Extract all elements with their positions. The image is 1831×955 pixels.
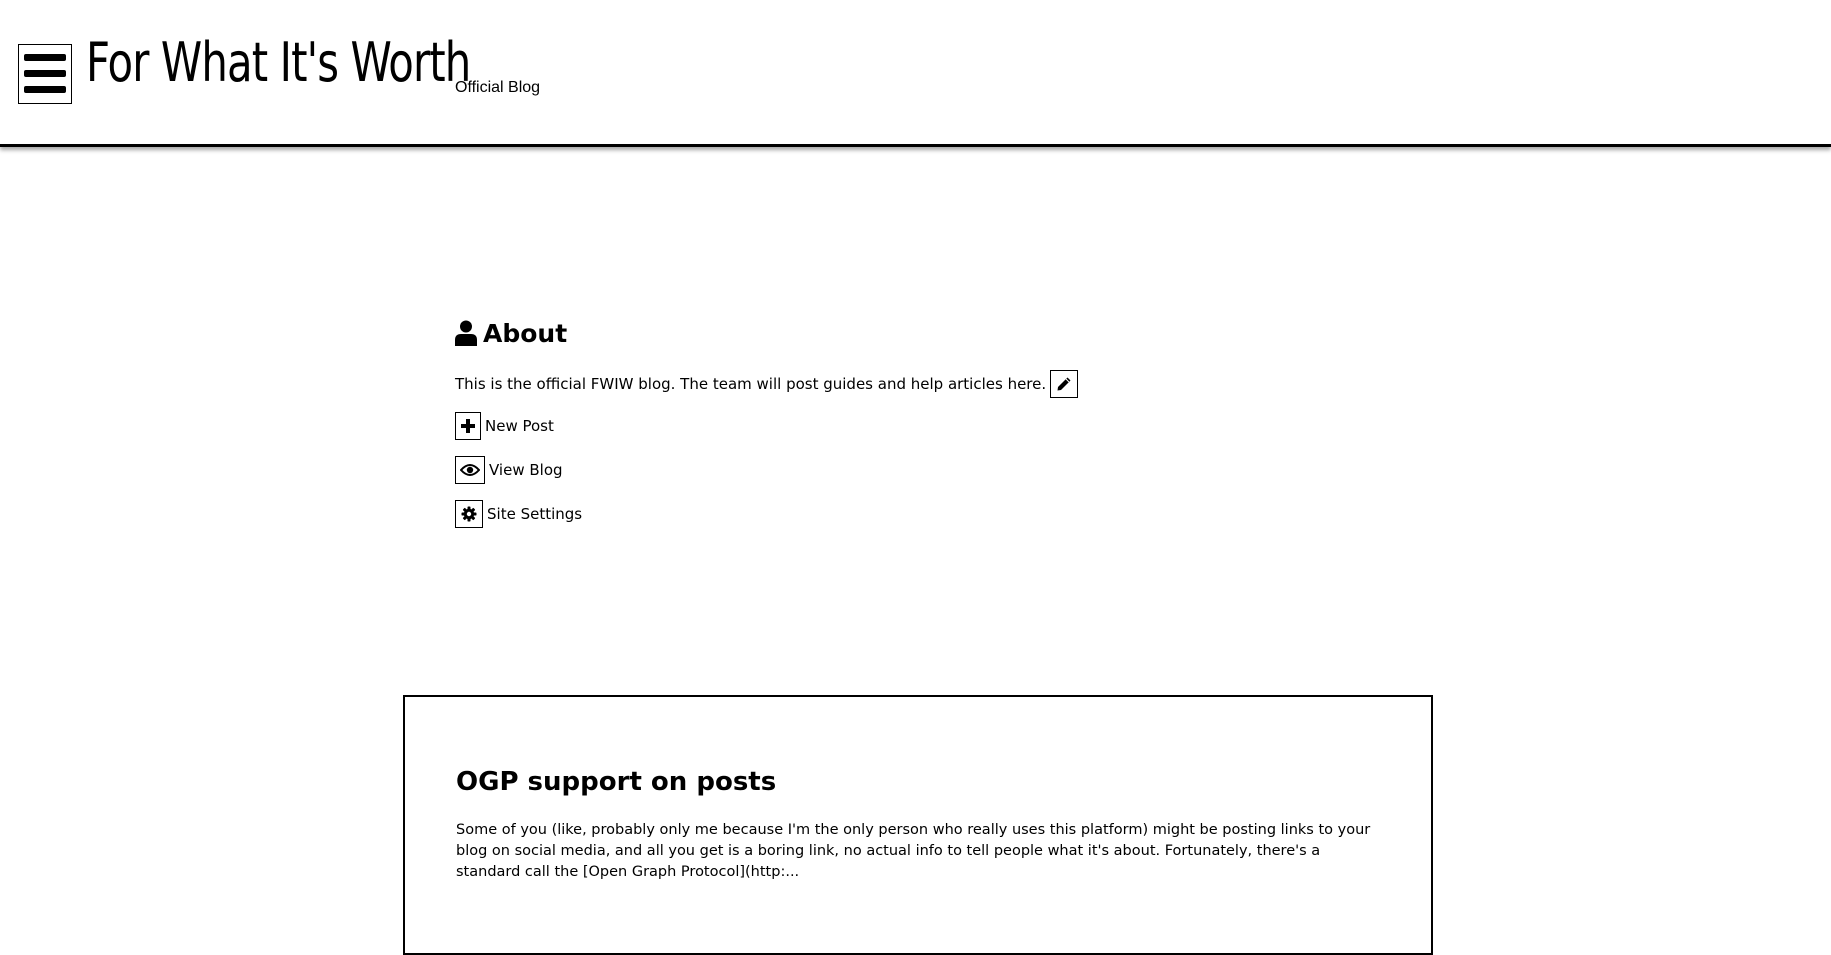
site-settings-button[interactable] — [455, 500, 582, 528]
site-settings-icon-box[interactable] — [455, 500, 483, 528]
view-blog-label[interactable]: View Blog — [489, 461, 563, 479]
new-post-button[interactable] — [455, 412, 554, 440]
post-title[interactable]: OGP support on posts — [456, 767, 777, 797]
eye-icon — [460, 463, 480, 477]
about-description: This is the official FWIW blog. The team will post guides and help articles here. — [455, 375, 1047, 393]
about-section — [455, 316, 1047, 523]
post-excerpt: Some of you (like, probably only me because I'm the only person who really uses this platform) might be posting links to your blog on social media, and all you get is a boring link, no actual info to tell people what it's about. Fortunately, there's a standard call the [Open Graph Protocol](http:... — [456, 822, 1371, 880]
view-blog-button[interactable] — [455, 456, 563, 484]
edit-about-button[interactable] — [1050, 370, 1078, 398]
about-description-row — [455, 370, 1078, 398]
site-title[interactable]: For What It's Worth — [86, 31, 471, 94]
new-post-label[interactable]: New Post — [485, 417, 554, 435]
view-blog-icon-box[interactable] — [455, 456, 485, 484]
about-title: About — [483, 318, 568, 348]
menu-button[interactable] — [18, 44, 72, 104]
plus-icon — [460, 418, 476, 434]
pencil-icon — [1056, 376, 1072, 392]
site-settings-label[interactable]: Site Settings — [487, 505, 583, 523]
post-card[interactable] — [403, 695, 1433, 955]
new-post-icon-box[interactable] — [455, 412, 481, 440]
gear-icon — [461, 506, 477, 522]
user-icon — [455, 320, 477, 346]
site-subtitle: Official Blog — [455, 79, 541, 96]
about-heading — [455, 316, 567, 350]
site-header — [0, 0, 1831, 147]
